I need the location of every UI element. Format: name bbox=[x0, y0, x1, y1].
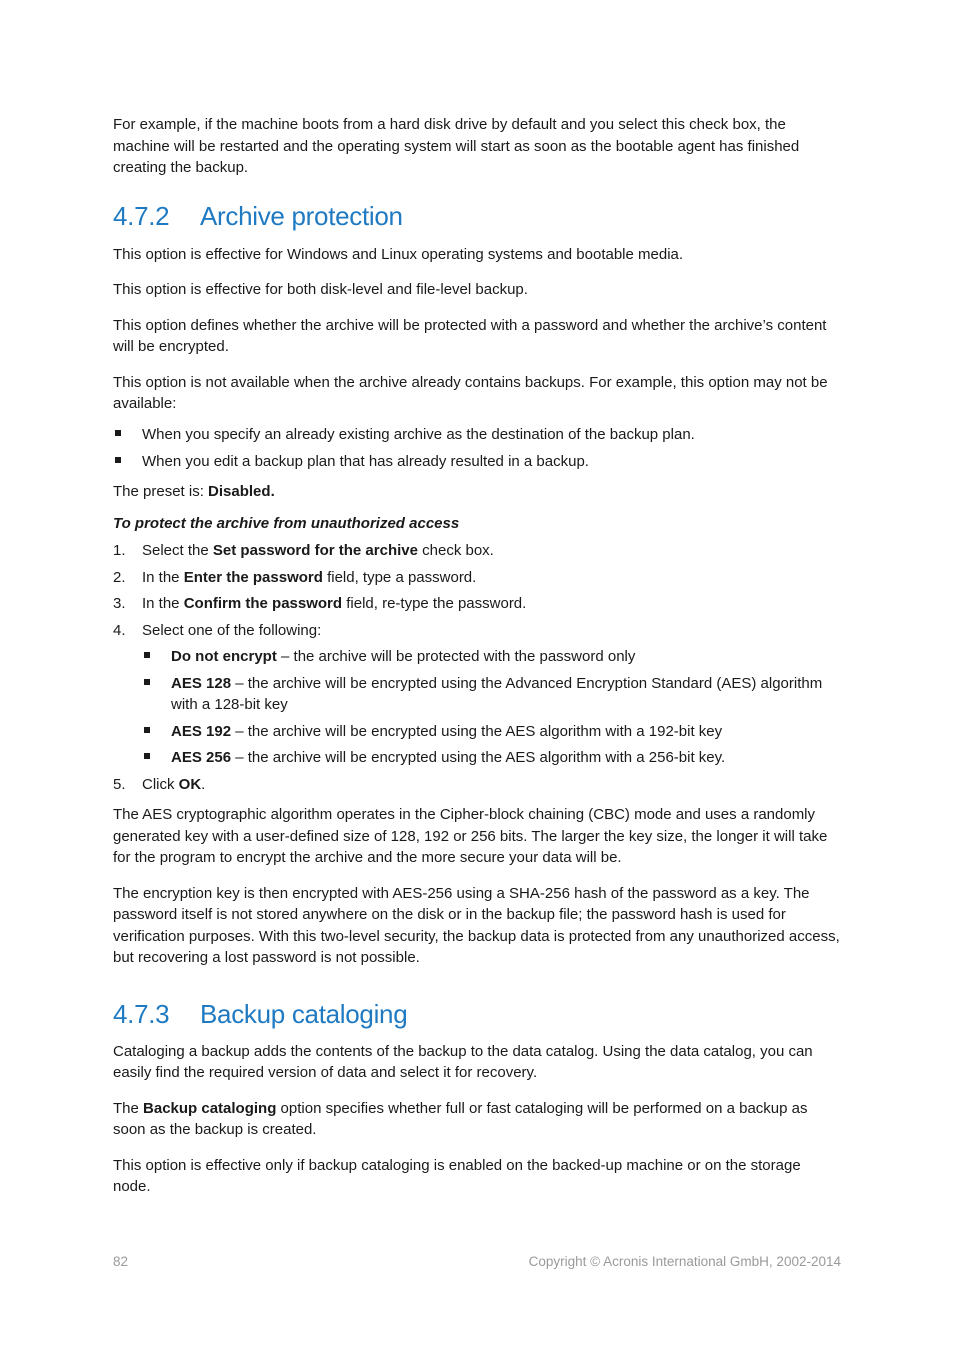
paragraph: This option is effective only if backup cataloging is enabled on the backed-up machine or on the storage node. bbox=[113, 1156, 801, 1195]
step-item: 2. In the Enter the password field, type a password. bbox=[113, 568, 477, 586]
page-content bbox=[113, 114, 841, 1212]
copyright-text: Copyright © Acronis International GmbH, 2002-2014 bbox=[528, 1254, 841, 1269]
step-item: 1. Select the Set password for the archive check box. bbox=[113, 542, 494, 559]
paragraph: This option is effective for Windows and Linux operating systems and bootable media. bbox=[113, 245, 684, 263]
option-item: AES 192 – the archive will be encrypted using the AES algorithm with a 192-bit key bbox=[142, 721, 841, 743]
option-item: Do not encrypt – the archive will be protected with the password only bbox=[142, 646, 841, 668]
list-item: When you specify an already existing archive as the destination of the backup plan. bbox=[113, 424, 841, 446]
availability-list bbox=[113, 424, 841, 473]
paragraph: The encryption key is then encrypted with AES-256 using a SHA-256 hash of the password as a key. The password itself is not stored anywhere on the disk or in the backup file; the password hash is used for verification purposes. With this two-level security, the backup data is protected from any unauthorized access, but recovering a lost password is not possible. bbox=[113, 884, 840, 966]
section-heading-archive-protection bbox=[113, 201, 841, 231]
section-number: 4.7.3 bbox=[113, 998, 170, 1029]
page-number: 82 bbox=[113, 1254, 129, 1269]
section-title: Backup cataloging bbox=[200, 998, 408, 1029]
section-heading-backup-cataloging bbox=[113, 999, 841, 1029]
encryption-options-list bbox=[142, 646, 841, 769]
section-title: Archive protection bbox=[200, 200, 403, 231]
procedure-steps bbox=[113, 540, 841, 795]
paragraph: The Backup cataloging option specifies whether full or fast cataloging will be performed on a backup as soon as the backup is created. bbox=[113, 1099, 808, 1138]
preset-value: Disabled. bbox=[208, 483, 275, 500]
option-item: AES 256 – the archive will be encrypted using the AES algorithm with a 256-bit key. bbox=[142, 747, 841, 769]
intro-paragraph: For example, if the machine boots from a hard disk drive by default and you select this check box, the machine will be restarted and the operating system will start as soon as the bootable agent has finished creating the backup. bbox=[113, 116, 800, 176]
paragraph: This option is not available when the archive already contains backups. For example, this option may not be available: bbox=[113, 373, 828, 412]
option-item: AES 128 – the archive will be encrypted using the Advanced Encryption Standard (AES) algorithm with a 128-bit key bbox=[142, 673, 841, 716]
section-number: 4.7.2 bbox=[113, 200, 170, 231]
step-item: 4. Select one of the following: Do not encrypt – the archive will be protected with the password only AES 128 – the archive will be encrypted using the Advanced Encryption Standard (AES) algorithm with a 128-bit key AES 192 – the archive will be encrypted using the AES algorithm with a 192-bit key AES 256 – the archive will be encrypted using the AES algorithm with a 256-bit key. bbox=[113, 620, 841, 769]
paragraph: This option defines whether the archive will be protected with a password and whether the archive’s content will be encrypted. bbox=[113, 316, 827, 355]
preset-line: The preset is: Disabled. bbox=[113, 483, 275, 500]
procedure-heading: To protect the archive from unauthorized access bbox=[113, 514, 460, 532]
paragraph: The AES cryptographic algorithm operates in the Cipher-block chaining (CBC) mode and uses a randomly generated key with a user-defined size of 128, 192 or 256 bits. The larger the key size, the longer it will take for the program to encrypt the archive and the more secure your data will be. bbox=[113, 806, 828, 866]
paragraph: Cataloging a backup adds the contents of the backup to the data catalog. Using the data catalog, you can easily find the required version of data and select it for recovery. bbox=[113, 1042, 813, 1081]
step-item: 5. Click OK. bbox=[113, 775, 206, 793]
step-item: 3. In the Confirm the password field, re-type the password. bbox=[113, 595, 527, 612]
list-item: When you edit a backup plan that has already resulted in a backup. bbox=[113, 451, 841, 473]
paragraph: This option is effective for both disk-level and file-level backup. bbox=[113, 281, 528, 298]
